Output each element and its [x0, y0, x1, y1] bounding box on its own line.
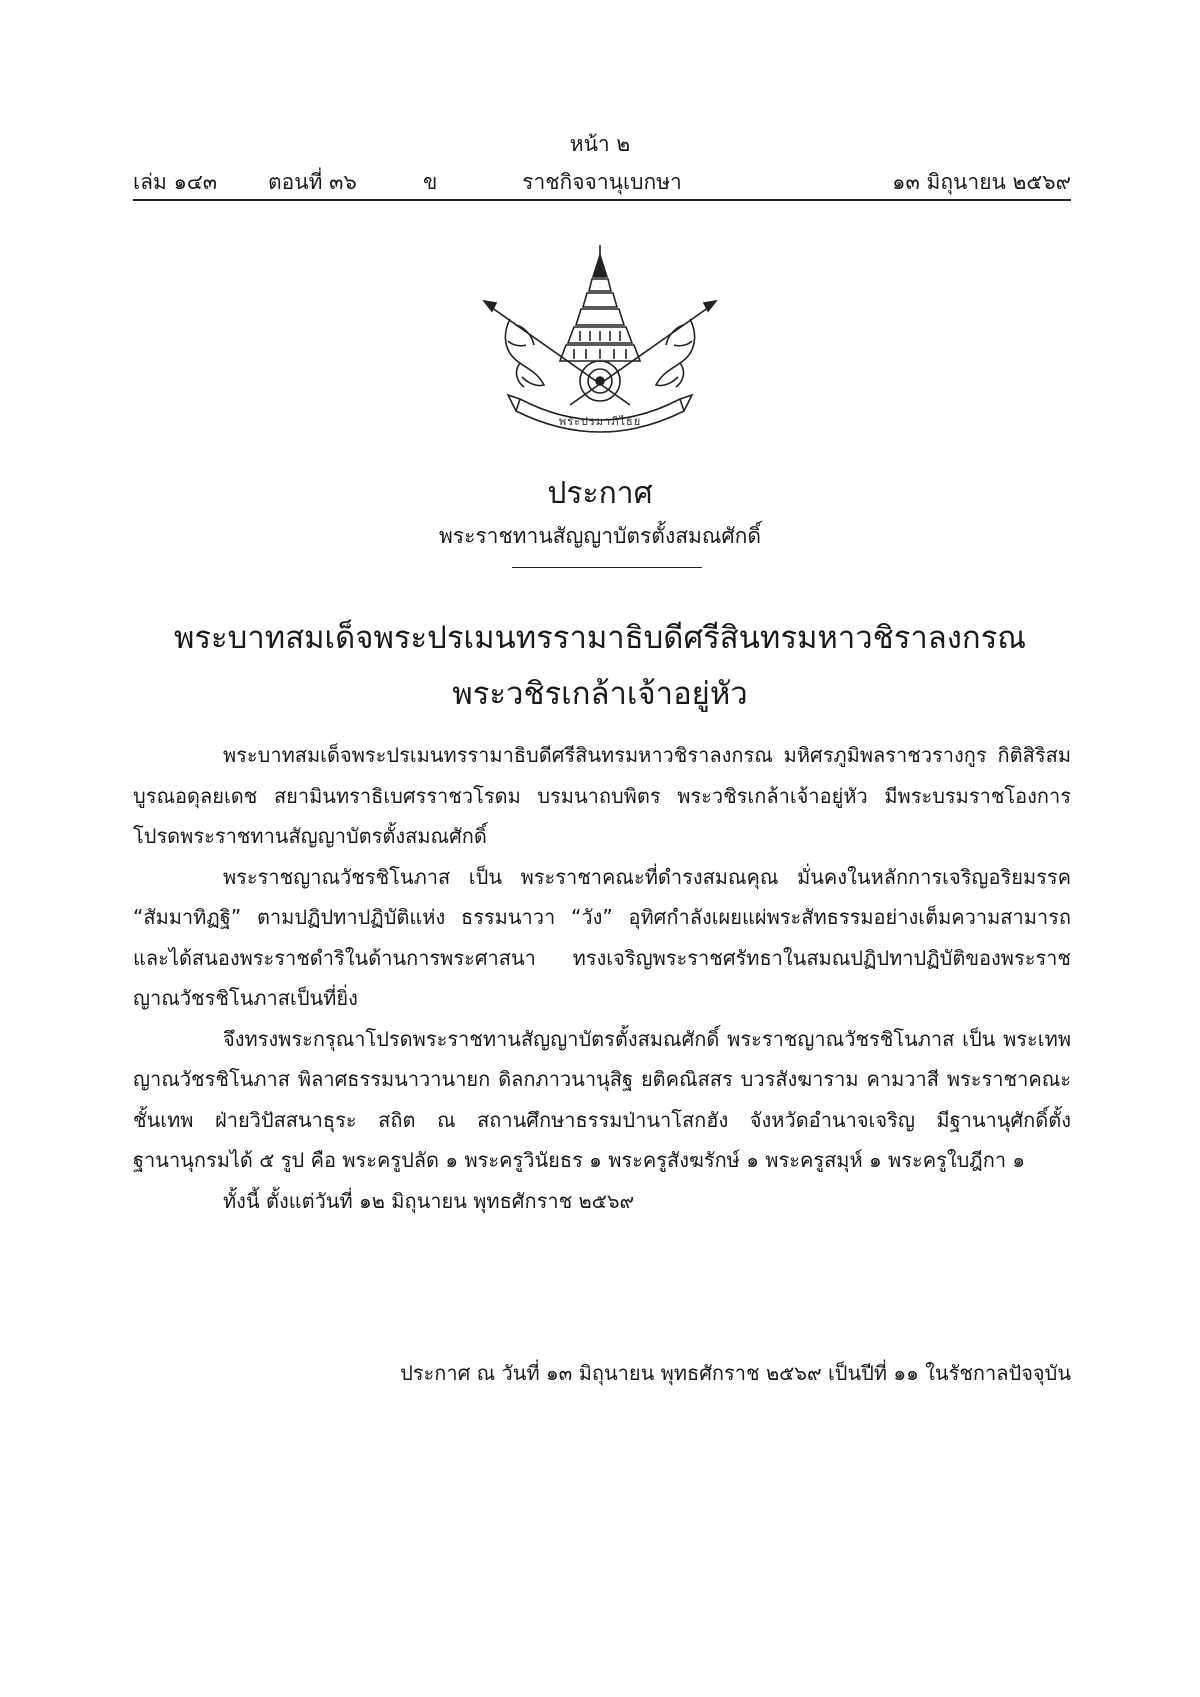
paragraph-effective-date: ทั้งนี้ ตั้งแต่วันที่ ๑๒ มิถุนายน พุทธศักราช ๒๕๖๙ — [223, 1188, 635, 1213]
paragraph-royal-command: พระบาทสมเด็จพระปรเมนทรรามาธิบดีศรีสินทรมหาวชิราลงกรณ มหิศรภูมิพลราชวรางกูร กิติสิริสมบูรณอดุลยเดช สยามินทราธิเบศรราชวโรดม บรมนาถบพิตร พระวชิรเกล้าเจ้าอยู่หัว มีพระบรมราชโองการโปรดพระราชทานสัญญาบัตรตั้งสมณศักดิ์ — [133, 743, 1071, 848]
announcement-title: ประกาศ — [547, 476, 653, 511]
king-name-line-2: พระวชิรเกล้าเจ้าอยู่หัว — [452, 676, 748, 712]
publication-date: ๑๓ มิถุนายน ๒๕๖๙ — [892, 170, 1071, 194]
gazette-name: ราชกิจจานุเบกษา — [522, 170, 682, 194]
gazette-header — [133, 166, 1071, 196]
paragraph-appointment: จึงทรงพระกรุณาโปรดพระราชทานสัญญาบัตรตั้งสมณศักดิ์ พระราชญาณวัชรชิโนภาส เป็น พระเทพญาณวัชรชิโนภาส พิลาศธรรมนาวานายก ดิลกภาวนานุสิฐ ยติคณิสสร บวรสังฆาราม คามวาสี พระราชาคณะชั้นเทพ ฝ่ายวิปัสสนาธุระ สถิต ณ สถานศึกษาธรรมป่านาโสกฮัง จังหวัดอำนาจเจริญ มีฐานานุศักดิ์ตั้งฐานานุกรมได้ ๕ รูป คือ พระครูปลัด ๑ พระครูวินัยธร ๑ พระครูสังฆรักษ์ ๑ พระครูสมุห์ ๑ พระครูใบฎีกา ๑ — [133, 1026, 1071, 1172]
volume-number: เล่ม ๑๔๓ — [133, 170, 218, 194]
section-letter: ข — [423, 170, 438, 194]
announcement-subject: พระราชทานสัญญาบัตรตั้งสมณศักดิ์ — [438, 524, 762, 548]
announcement-body — [133, 735, 1071, 1221]
title-divider — [512, 567, 702, 568]
king-name-line-1: พระบาทสมเด็จพระปรเมนทรรามาธิบดีศรีสินทรมหาวชิราลงกรณ — [173, 620, 1027, 656]
issue-number: ตอนที่ ๓๖ — [268, 170, 357, 194]
svg-text:พระปรมาภิไธย: พระปรมาภิไธย — [558, 415, 642, 428]
paragraph-merit: พระราชญาณวัชรชิโนภาส เป็น พระราชาคณะที่ดำรงสมณคุณ มั่นคงในหลักการเจริญอริยมรรค “สัมมาทิฏฐิ” ตามปฏิปทาปฏิบัติแห่ง ธรรมนาวา “วัง” อุทิศกำลังเผยแผ่พระสัทธรรมอย่างเต็มความสามารถ และได้สนองพระราชดำริในด้านการพระศาสนา ทรงเจริญพระราชศรัทธาในสมณปฏิปทาปฏิบัติของพระราชญาณวัชรชิโนภาสเป็นที่ยิ่ง — [133, 864, 1071, 1010]
proclamation-date-line: ประกาศ ณ วันที่ ๑๓ มิถุนายน พุทธศักราช ๒๕๖๙ เป็นปีที่ ๑๑ ในรัชกาลปัจจุบัน — [400, 1361, 1071, 1385]
royal-emblem-icon — [480, 245, 720, 445]
page-number: หน้า ๒ — [569, 132, 631, 156]
header-divider — [133, 199, 1071, 201]
